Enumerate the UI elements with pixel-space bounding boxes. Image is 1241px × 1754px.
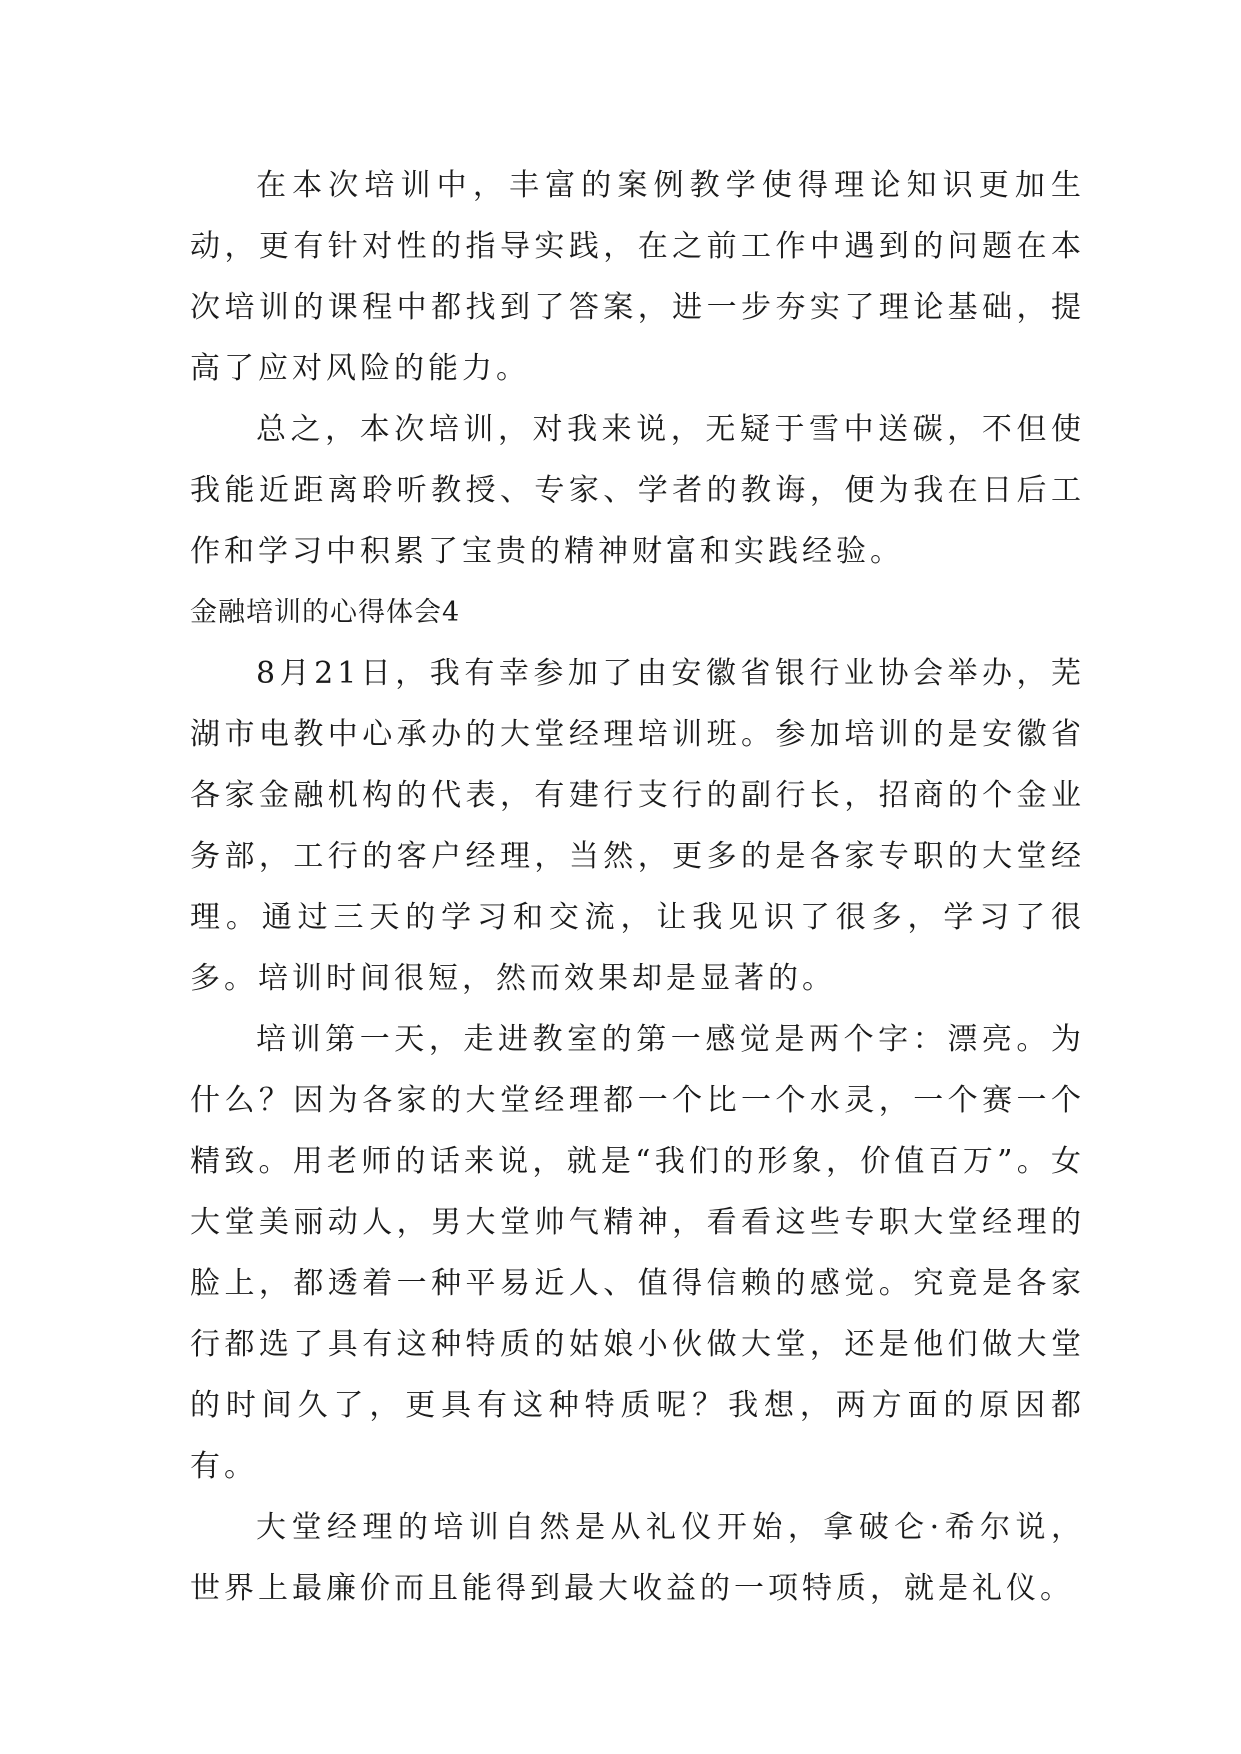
paragraph: 在本次培训中，丰富的案例教学使得理论知识更加生动，更有针对性的指导实践，在之前工作中遇到的问题在本次培训的课程中都找到了答案，进一步夯实了理论基础，提高了应对风险的能力。 [190,168,1085,386]
section-title: 金融培训的心得体会4 [190,597,461,628]
paragraph: 大堂经理的培训自然是从礼仪开始，拿破仑·希尔说，世界上最廉价而且能得到最大收益的一项特质，就是礼仪。 [190,1510,1085,1606]
document-page [190,155,1085,1619]
paragraph: 培训第一天，走进教室的第一感觉是两个字：漂亮。为什么？因为各家的大堂经理都一个比一个水灵，一个赛一个精致。用老师的话来说，就是“我们的形象，价值百万”。女大堂美丽动人，男大堂帅气精神，看看这些专职大堂经理的脸上，都透着一种平易近人、值得信赖的感觉。究竟是各家行都选了具有这种特质的姑娘小伙做大堂，还是他们做大堂的时间久了，更具有这种特质呢？我想，两方面的原因都有。 [190,1022,1085,1484]
paragraph: 总之，本次培训，对我来说，无疑于雪中送碳，不但使我能近距离聆听教授、专家、学者的教诲，便为我在日后工作和学习中积累了宝贵的精神财富和实践经验。 [190,412,1085,569]
paragraph: 8月21日，我有幸参加了由安徽省银行业协会举办，芜湖市电教中心承办的大堂经理培训班。参加培训的是安徽省各家金融机构的代表，有建行支行的副行长，招商的个金业务部，工行的客户经理，当然，更多的是各家专职的大堂经理。通过三天的学习和交流，让我见识了很多，学习了很多。培训时间很短，然而效果却是显著的。 [190,656,1085,996]
